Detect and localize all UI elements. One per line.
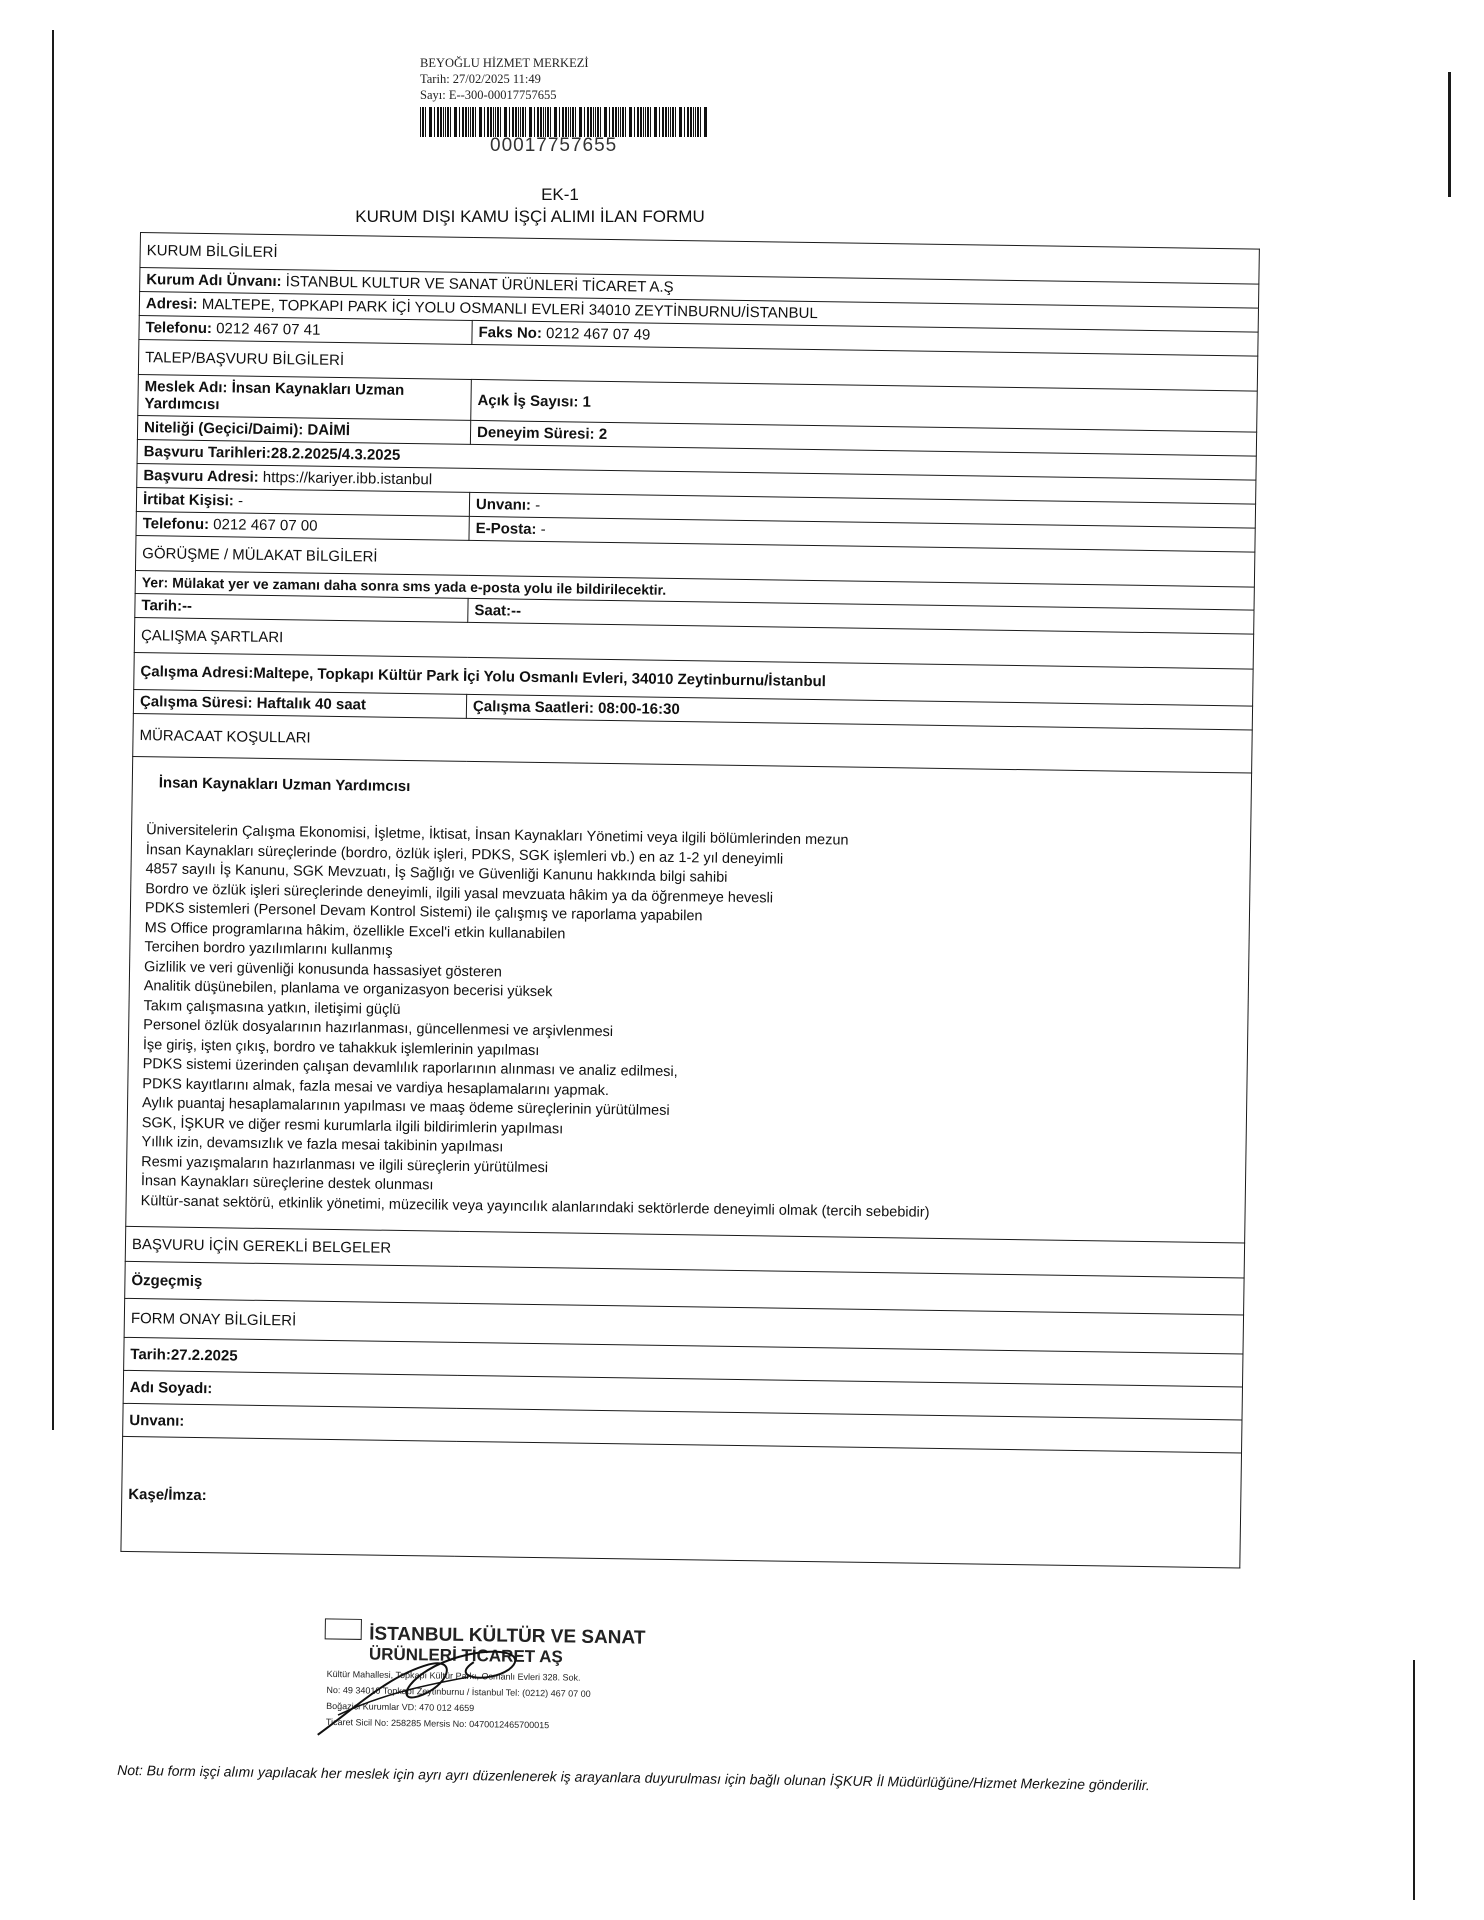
barcode-bar [443, 107, 444, 137]
contact-value: - [237, 492, 244, 510]
barcode-bar [675, 107, 676, 137]
application-address-value: https://kariyer.ibb.istanbul [262, 468, 433, 489]
documents-item: Özgeçmiş [125, 1261, 1244, 1315]
barcode-bar [645, 107, 646, 137]
barcode-bar [687, 107, 689, 137]
barcode-bar [572, 107, 574, 137]
barcode-bar [565, 107, 567, 137]
contact-title-value: - [535, 496, 541, 514]
form-sheet [117, 232, 1265, 1794]
barcode-bar [470, 107, 471, 137]
barcode-bar [597, 107, 599, 137]
barcode-bar [690, 107, 692, 137]
contact-phone-value: 0212 467 07 00 [213, 516, 318, 535]
barcode-bar [468, 107, 469, 137]
barcode-bar [490, 107, 492, 137]
section-application: TALEP/BAŞVURU BİLGİLERİ [138, 339, 1257, 391]
barcode-bar [693, 107, 694, 137]
form-title: KURUM DIŞI KAMU İŞÇİ ALIMI İLAN FORMU [355, 207, 705, 226]
annex-label: EK-1 [541, 185, 579, 204]
occupation-value: İnsan Kaynakları Uzman Yardımcısı [144, 379, 405, 414]
barcode-bar [522, 107, 524, 137]
requirement-item: PDKS kayıtlarını almak, fazla mesai ve vardiya hesaplamalarını yapmak. [142, 1075, 610, 1099]
barcode-bar [643, 107, 644, 137]
barcode-bar [472, 107, 474, 137]
barcode-bar [612, 107, 614, 137]
barcode-bar [493, 107, 494, 137]
working-hours-cell: Çalışma Saatleri: 08:00-16:30 [466, 694, 1252, 730]
working-address-cell: Çalışma Adresi:Maltepe, Topkapı Kültür Park İçi Yolu Osmanlı Evleri, 34010 Zeytinburnu/İstanbul [134, 652, 1253, 706]
barcode [420, 107, 710, 137]
barcode-bar [543, 107, 544, 137]
barcode-bar [562, 107, 564, 137]
barcode-bar [700, 107, 701, 137]
approval-stamp-cell [121, 1436, 1242, 1568]
barcode-bar [500, 107, 501, 137]
requirement-item: MS Office programlarına hâkim, özellikle Excel'i etkin kullanabilen [144, 919, 566, 942]
barcode-bar [684, 107, 685, 137]
institution-address-value: MALTEPE, TOPKAPI PARK İÇİ YOLU OSMANLI EVLERİ 34010 ZEYTİNBURNU/İSTANBUL [201, 295, 818, 323]
application-dates-cell: Başvuru Tarihleri:28.2.2025/4.3.2025 [137, 439, 1256, 480]
company-stamp [297, 1615, 729, 1761]
barcode-bar [475, 107, 476, 137]
barcode-bar [629, 107, 632, 137]
barcode-bar [454, 107, 457, 137]
stamp-line-5: Boğazici Kurumlar VD: 470 012 4659 [326, 1700, 475, 1714]
approval-stamp-label: Kaşe/İmza: [128, 1485, 207, 1504]
contact-email-value: - [540, 520, 546, 539]
requirement-item: 4857 sayılı İş Kanunu, SGK Mevzuatı, İş Sağlığı ve Güvenliği Kanunu hakkında bilgi sahibi [145, 861, 728, 886]
barcode-bar [634, 107, 635, 137]
barcode-bar [550, 107, 551, 137]
barcode-bar [568, 107, 569, 137]
requirement-item: Personel özlük dosyalarının hazırlanması, güncellenmesi ve arşivlenmesi [143, 1017, 614, 1041]
section-documents: BAŞVURU İÇİN GEREKLİ BELGELER [125, 1226, 1244, 1278]
requirement-item: Gizlilik ve veri güvenliği konusunda hassasiyet gösteren [143, 958, 503, 980]
form-table [120, 232, 1259, 1568]
application-address-label: Başvuru Adresi: [143, 467, 259, 486]
stamp-line-3: Kültür Mahallesi, Topkapı Kültür Parkı, Osmanlı Evleri 328. Sok. [326, 1668, 581, 1683]
barcode-bar [647, 107, 649, 137]
barcode-bar [615, 107, 617, 137]
scan-edge-left [52, 30, 54, 1430]
barcode-bar [425, 107, 426, 137]
requirements-list [140, 821, 1244, 1227]
barcode-bar [672, 107, 674, 137]
requirement-item: İnsan Kaynakları süreçlerinde (bordro, özlük işleri, PDKS, SGK işlemleri vb.) en az 1-2 yıl deneyimli [145, 841, 784, 868]
stamp-line-2: ÜRÜNLERİ TİCARET AŞ [368, 1644, 563, 1667]
barcode-bar [622, 107, 624, 137]
barcode-bar [637, 107, 639, 137]
barcode-bar [420, 107, 421, 137]
barcode-bar [450, 107, 451, 137]
occupation-cell [138, 374, 472, 420]
barcode-bar [679, 107, 682, 137]
barcode-bar [584, 107, 585, 137]
barcode-bar [697, 107, 699, 137]
barcode-bar [559, 107, 560, 137]
requirement-item: PDKS sistemleri (Personel Devam Kontrol Sistemi) ile çalışmış ve raporlama yapabilen [144, 900, 703, 925]
requirements-title: İnsan Kaynakları Uzman Yardımcısı [158, 774, 411, 796]
barcode-bar [462, 107, 464, 137]
barcode-bar [512, 107, 514, 137]
requirement-item: Tercihen bordro yazılımlarını kullanmış [144, 939, 393, 959]
section-working: ÇALIŞMA ŞARTLARI [134, 617, 1253, 669]
institution-phone-value: 0212 467 07 41 [216, 320, 321, 339]
barcode-bar [465, 107, 467, 137]
requirement-item: Üniversitelerin Çalışma Ekonomisi, İşletme, İktisat, İnsan Kaynakları Yönetimi veya ilgili bölümlerinden mezun [146, 822, 849, 849]
interview-date-cell: Tarih:-- [135, 593, 468, 622]
barcode-bar [625, 107, 626, 137]
stamp-line-1: İSTANBUL KÜLTÜR VE SANAT [369, 1623, 646, 1649]
probation-cell: Deneyim Süresi: 2 [470, 420, 1256, 456]
barcode-bar [497, 107, 499, 137]
barcode-bar [620, 107, 621, 137]
requirement-item: İnsan Kaynakları süreçlerine destek olunması [140, 1173, 434, 1194]
occupation-label: Meslek Adı: [144, 378, 228, 397]
requirement-item: Yıllık izin, devamsızlık ve fazla mesai takibinin yapılması [141, 1134, 504, 1156]
barcode-bar [445, 107, 446, 137]
barcode-bar [554, 107, 557, 137]
requirement-item: Analitik düşünebilen, planlama ve organizasyon becerisi yüksek [143, 978, 553, 1001]
barcode-bar [609, 107, 610, 137]
requirement-item: Resmi yazışmaların hazırlanması ve ilgili süreçlerin yürütülmesi [141, 1153, 549, 1176]
section-interview: GÖRÜŞME / MÜLAKAT BİLGİLERİ [135, 535, 1254, 587]
barcode-bar [704, 107, 707, 137]
barcode-bar [590, 107, 592, 137]
barcode-bar [668, 107, 669, 137]
institution-address-label: Adresi: [145, 295, 198, 313]
requirement-item: SGK, İŞKUR ve diğer resmi kurumlarla ilgili bildirimlerin yapılması [141, 1114, 564, 1137]
barcode-bar [518, 107, 519, 137]
barcode-number: 00017757655 [490, 135, 618, 156]
openings-cell: Açık İş Sayısı: 1 [471, 379, 1258, 432]
barcode-bar [654, 107, 657, 137]
interview-place-label: Yer: [141, 574, 169, 591]
registry-date: Tarih: 27/02/2025 11:49 [420, 72, 541, 86]
requirement-item: Takım çalışmasına yatkın, iletişimi güçlü [143, 997, 401, 1018]
section-institution: KURUM BİLGİLERİ [140, 233, 1259, 285]
barcode-bar [545, 107, 546, 137]
barcode-bar [515, 107, 517, 137]
institution-name-value: İSTANBUL KULTUR VE SANAT ÜRÜNLERİ TİCARET A.Ş [285, 273, 674, 296]
contact-email-label: E-Posta: [475, 520, 537, 538]
barcode-bar [422, 107, 424, 137]
barcode-bar [662, 107, 664, 137]
barcode-bar [495, 107, 496, 137]
approval-name: Adı Soyadı: [123, 1370, 1242, 1420]
scan-edge-right-bottom [1413, 1660, 1415, 1900]
footer-note: Not: Bu form işçi alımı yapılacak her meslek için ayrı ayrı düzenlenerek iş arayanlara duyurulması için bağlı olunan İŞKUR İl Müdürlüğüne/Hizmet Merkezine gönderilir. [117, 1761, 1151, 1794]
barcode-bar [447, 107, 449, 137]
barcode-bar [479, 107, 482, 137]
barcode-bar [537, 107, 539, 137]
requirement-item: İşe giriş, işten çıkış, bordro ve tahakkuk işlemlerinin yapılması [142, 1036, 540, 1059]
approval-title: Unvanı: [123, 1403, 1242, 1453]
nature-cell: Niteliği (Geçici/Daimi): DAİMİ [137, 415, 470, 444]
barcode-bar [534, 107, 535, 137]
barcode-bar [459, 107, 460, 137]
barcode-bar [540, 107, 542, 137]
interview-place-value: Mülakat yer ve zamanı daha sonra sms yada e-posta yolu ile bildirilecektir. [172, 574, 667, 598]
barcode-bar [547, 107, 549, 137]
barcode-bar [670, 107, 671, 137]
requirements-cell [126, 756, 1252, 1243]
barcode-bar [640, 107, 642, 137]
barcode-bar [587, 107, 589, 137]
scan-edge-right-top [1448, 72, 1451, 197]
barcode-bar [484, 107, 485, 137]
barcode-bar [504, 107, 507, 137]
barcode-bar [650, 107, 651, 137]
requirement-item: PDKS sistemi üzerinden çalışan devamlılık raporlarının alınması ve analiz edilmesi, [142, 1056, 678, 1081]
form-row [121, 1436, 1242, 1568]
barcode-bar [440, 107, 442, 137]
contact-label: İrtibat Kişisi: [142, 491, 235, 510]
registry-office: BEYOĞLU HİZMET MERKEZİ [420, 56, 589, 70]
section-approval: FORM ONAY BİLGİLERİ [124, 1298, 1243, 1354]
approval-date: Tarih:27.2.2025 [124, 1337, 1243, 1387]
stamp-line-6: Ticaret Sicil No: 258285 Mersis No: 0470012465700015 [325, 1716, 550, 1731]
barcode-bar [520, 107, 521, 137]
barcode-bar [604, 107, 607, 137]
form-row [126, 756, 1252, 1243]
barcode-bar [529, 107, 532, 137]
requirement-item: Kültür-sanat sektörü, etkinlik yönetimi, müzecilik veya yayıncılık alanlarındaki sektörlerde deneyimli olmak (tercih sebebidir) [140, 1192, 930, 1221]
institution-fax-value: 0212 467 07 49 [545, 325, 651, 344]
barcode-bar [509, 107, 510, 137]
contact-phone-label: Telefonu: [142, 515, 210, 534]
barcode-bar [579, 107, 582, 137]
requirement-item: Aylık puantaj hesaplamalarının yapılması ve maaş ödeme süreçlerinin yürütülmesi [141, 1095, 670, 1119]
barcode-bar [429, 107, 432, 137]
barcode-bar [570, 107, 571, 137]
stamp-line-4: No: 49 34010 Topkapı Zeytinburnu / İstanbul Tel: (0212) 467 07 00 [326, 1684, 591, 1699]
barcode-bar [600, 107, 601, 137]
registry-number: Sayı: E--300-00017757655 [420, 88, 557, 102]
working-duration-cell: Çalışma Süresi: Haftalık 40 saat [133, 689, 466, 718]
barcode-bar [659, 107, 660, 137]
registry-header [420, 55, 750, 156]
interview-time-cell: Saat:-- [468, 598, 1254, 634]
contact-title-label: Unvanı: [475, 496, 532, 514]
section-requirements: MÜRACAAT KOŞULLARI [133, 713, 1253, 773]
institution-phone-label: Telefonu: [145, 319, 213, 338]
barcode-bar [487, 107, 489, 137]
barcode-bar [434, 107, 435, 137]
barcode-bar [595, 107, 596, 137]
barcode-bar [525, 107, 526, 137]
barcode-bar [618, 107, 619, 137]
requirement-item: Bordro ve özlük işleri süreçlerinde deneyimli, ilgili yasal mevzuata hâkim ya da öğrenmeye hevesli [145, 880, 774, 906]
institution-fax-label: Faks No: [478, 324, 543, 342]
barcode-bar [575, 107, 576, 137]
barcode-bar [437, 107, 439, 137]
institution-name-label: Kurum Adı Ünvanı: [146, 271, 282, 291]
barcode-bar [593, 107, 594, 137]
barcode-bar [665, 107, 667, 137]
barcode-bar [695, 107, 696, 137]
